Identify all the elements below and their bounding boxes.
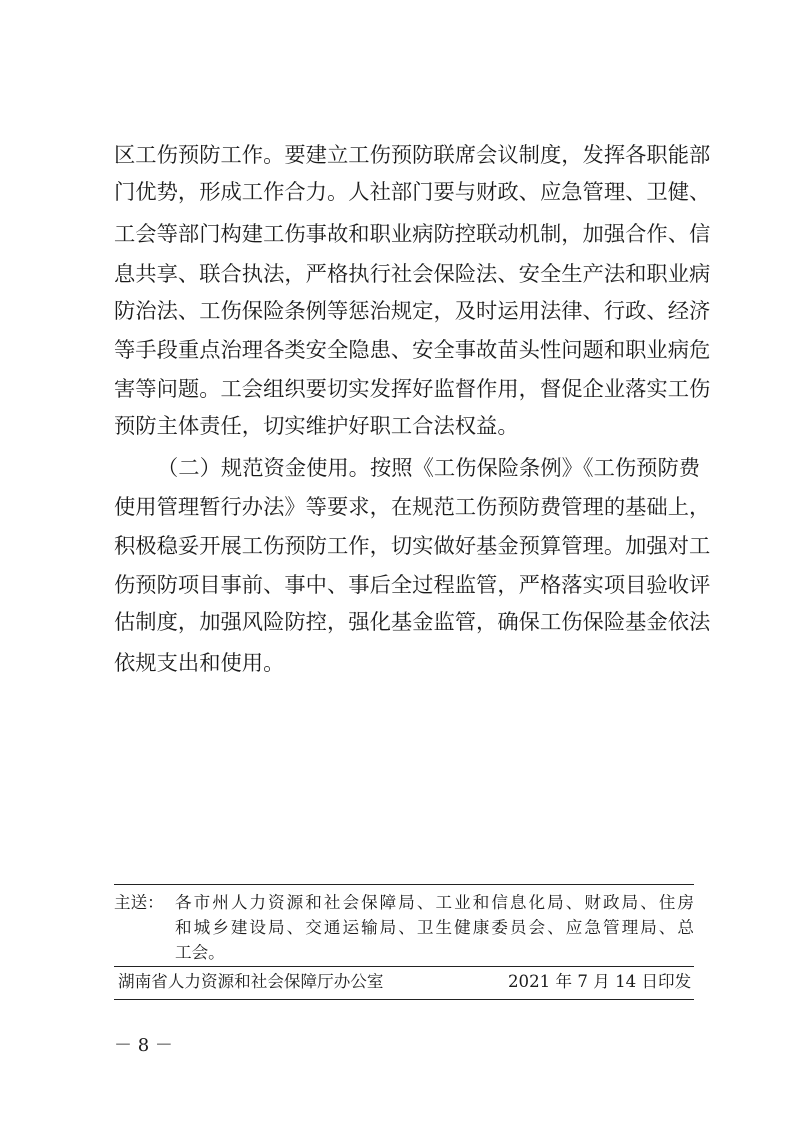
page-number: － 8 － xyxy=(114,1035,173,1056)
print-date: 2021 年 7 月 14 日印发 xyxy=(508,972,692,991)
footer-top-rule xyxy=(114,884,694,885)
body-line: （二）规范资金使用。按照《工伤保险条例》《工伤预防费 xyxy=(157,456,701,481)
body-line: 防治法、工伤保险条例等惩治规定，及时运用法律、行政、经济 xyxy=(114,299,711,324)
body-line: 使用管理暂行办法》等要求，在规范工伤预防费管理的基础上， xyxy=(114,495,711,520)
body-line: 区工伤预防工作。要建立工伤预防联席会议制度，发挥各职能部 xyxy=(114,143,711,168)
body-line: 估制度，加强风险防控，强化基金监管，确保工伤保险基金依法 xyxy=(114,610,711,635)
body-line: 息共享、联合执法，严格执行社会保险法、安全生产法和职业病 xyxy=(114,262,711,287)
body-line: 预防主体责任，切实维护好职工合法权益。 xyxy=(114,414,519,439)
body-line: 害等问题。工会组织要切实发挥好监督作用，督促企业落实工伤 xyxy=(114,377,711,402)
recipients-line: 和城乡建设局、交通运输局、卫生健康委员会、应急管理局、总 xyxy=(175,918,694,937)
issuer: 湖南省人力资源和社会保障厅办公室 xyxy=(118,972,384,991)
body-line: 积极稳妥开展工伤预防工作，切实做好基金预算管理。加强对工 xyxy=(114,534,711,559)
body-line: 工会等部门构建工伤事故和职业病防控联动机制，加强合作、信 xyxy=(114,222,711,247)
body-line: 伤预防项目事前、事中、事后全过程监管，严格落实项目验收评 xyxy=(114,573,711,598)
recipients-label: 主送： xyxy=(114,893,164,912)
body-line: 依规支出和使用。 xyxy=(114,651,285,676)
footer-bottom-rule xyxy=(114,999,694,1000)
recipients-line: 各市州人力资源和社会保障局、工业和信息化局、财政局、住房 xyxy=(175,893,694,912)
body-line: 门优势，形成工作合力。人社部门要与财政、应急管理、卫健、 xyxy=(114,180,711,205)
recipients-line: 工会。 xyxy=(175,943,225,962)
body-line: 等手段重点治理各类安全隐患、安全事故苗头性问题和职业病危 xyxy=(114,338,711,363)
